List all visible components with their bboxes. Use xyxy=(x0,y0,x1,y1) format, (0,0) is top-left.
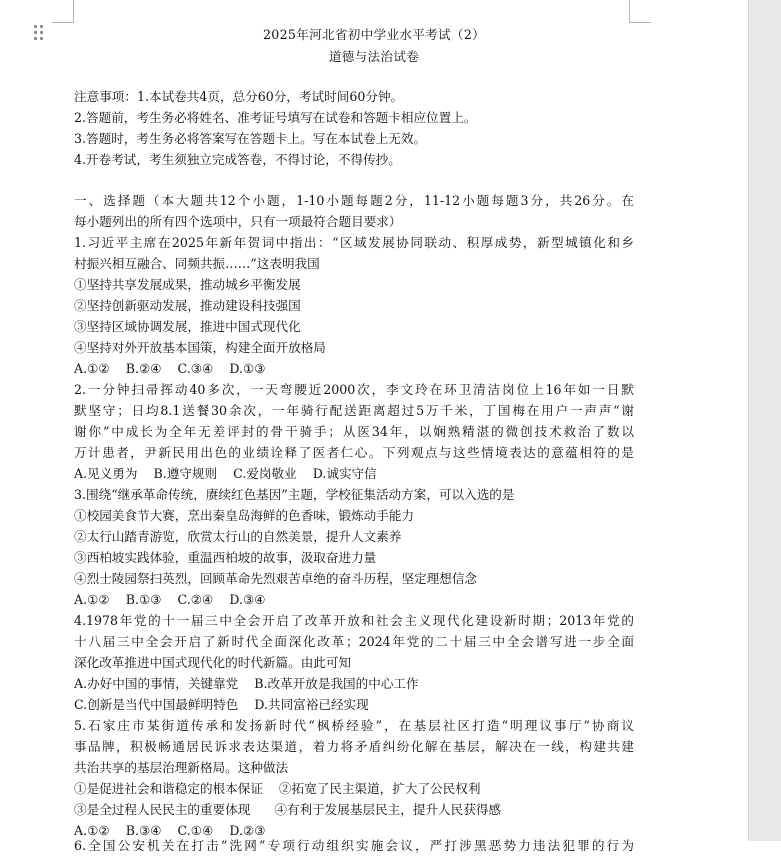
body-line: ①坚持共享发展成果，推动城乡平衡发展 xyxy=(74,277,301,292)
body-line: 事品牌，积极畅通居民诉求表达渠道，着力将矛盾纠纷化解在基层，解决在一线，构建共建 xyxy=(74,739,634,754)
body-line: A.见义勇为 B.遵守规则 C.爱岗敬业 D.诚实守信 xyxy=(74,466,377,481)
note-line: 2.答题前，考生务必将姓名、准考证号填写在试卷和答题卡相应位置上。 xyxy=(74,110,477,125)
body-line: 4.1978年党的十一届三中全会开启了改革开放和社会主义现代化建设新时期；2013年党的 xyxy=(74,613,634,628)
note-line: 注意事项：1.本试卷共4页，总分60分，考试时间60分钟。 xyxy=(74,89,404,104)
note-line: 3.答题时，考生务必将答案写在答题卡上。写在本试卷上无效。 xyxy=(74,131,427,146)
body-line: ②坚持创新驱动发展，推动建设科技强国 xyxy=(74,298,301,313)
body-line: ④烈士陵园祭扫英烈，回顾革命先烈艰苦卓绝的奋斗历程，坚定理想信念 xyxy=(74,571,477,586)
body-line: 2.一分钟扫帚挥动40多次，一天弯腰近2000次，李文玲在环卫清洁岗位上16年如一日默 xyxy=(74,382,634,397)
document-subtitle: 道德与法治试卷 xyxy=(328,49,420,64)
body-line: ②太行山踏青游览，欣赏太行山的自然美景，提升人文素养 xyxy=(74,529,402,544)
body-line: A.①② B.③④ C.①④ D.②③ xyxy=(74,823,266,838)
body-line: 1.习近平主席在2025年新年贺词中指出：“区域发展协同联动、积厚成势，新型城镇化和乡 xyxy=(74,235,634,250)
body-line: ①校园美食节大赛，烹出秦皇岛海鲜的色香味，锻炼动手能力 xyxy=(74,508,415,523)
body-line: ③西柏坡实践体验，重温西柏坡的故事，汲取奋进力量 xyxy=(74,550,377,565)
crop-mark-left-vertical xyxy=(73,0,74,22)
body-line: C.创新是当代中国最鲜明特色 D.共同富裕已经实现 xyxy=(74,697,369,712)
body-line: 5.石家庄市某街道传承和发扬新时代“枫桥经验”，在基层社区打造“明理议事厅”协商议 xyxy=(74,718,634,733)
document-title: 2025年河北省初中学业水平考试（2） xyxy=(262,27,486,42)
note-line: 4.开卷考试，考生须独立完成答卷，不得讨论，不得传抄。 xyxy=(74,152,401,167)
window-gutter xyxy=(748,0,781,841)
body-line: A.办好中国的事情，关键靠党 B.改革开放是我国的中心工作 xyxy=(74,676,419,691)
body-line-partial: 6.全国公安机关在打击“洗网”专项行动组织实施会议，严打涉黑恶势力违法犯罪的行为 xyxy=(74,838,634,853)
body-line: 3.围绕“继承革命传统，赓续红色基因”主题，学校征集活动方案，可以入选的是 xyxy=(74,487,515,502)
body-line: 谢你”中成长为全年无差评封的骨干骑手；从医34年，以娴熟精湛的微创技术救治了数以 xyxy=(74,424,634,439)
body-line: 深化改革推进中国式现代化的时代新篇。由此可知 xyxy=(74,655,352,670)
body-line: ①是促进社会和谐稳定的根本保证 ②拓宽了民主渠道，扩大了公民权利 xyxy=(74,781,481,796)
body-line: 默坚守；日均8.1送餐30余次，一年骑行配送距离超过5万千米，丁国梅在用户一声声“谢 xyxy=(74,403,634,418)
body-line: 共治共享的基层治理新格局。这种做法 xyxy=(74,760,289,775)
body-line: A.①② B.①③ C.②④ D.③④ xyxy=(74,592,266,607)
body-line: ④坚持对外开放基本国策，构建全面开放格局 xyxy=(74,340,326,355)
body-line: 十八届三中全会开启了新时代全面深化改革；2024年党的二十届三中全会谱写进一步全面 xyxy=(74,634,634,649)
body-line: 万计患者，尹新民用出色的业绩诠释了医者仁心。下列观点与这些情境表达的意蕴相符的是 xyxy=(74,445,634,460)
crop-mark-right-vertical xyxy=(629,0,630,22)
body-line: 村振兴相互融合、同频共振……”这表明我国 xyxy=(74,256,320,271)
body-line: ③坚持区域协调发展，推进中国式现代化 xyxy=(74,319,301,334)
body-line: 一、选择题（本大题共12个小题，1-10小题每题2分，11-12小题每题3分，共26分。在 xyxy=(74,193,634,208)
body-line: ③是全过程人民民主的重要体现 ④有利于发展基层民主，提升人民获得感 xyxy=(74,802,502,817)
body-line: 每小题列出的所有四个选项中，只有一项最符合题目要求） xyxy=(74,214,402,229)
crop-mark-right-horizontal xyxy=(629,22,651,23)
body-line: A.①② B.②④ C.③④ D.①③ xyxy=(74,361,266,376)
crop-mark-left-horizontal xyxy=(52,22,74,23)
